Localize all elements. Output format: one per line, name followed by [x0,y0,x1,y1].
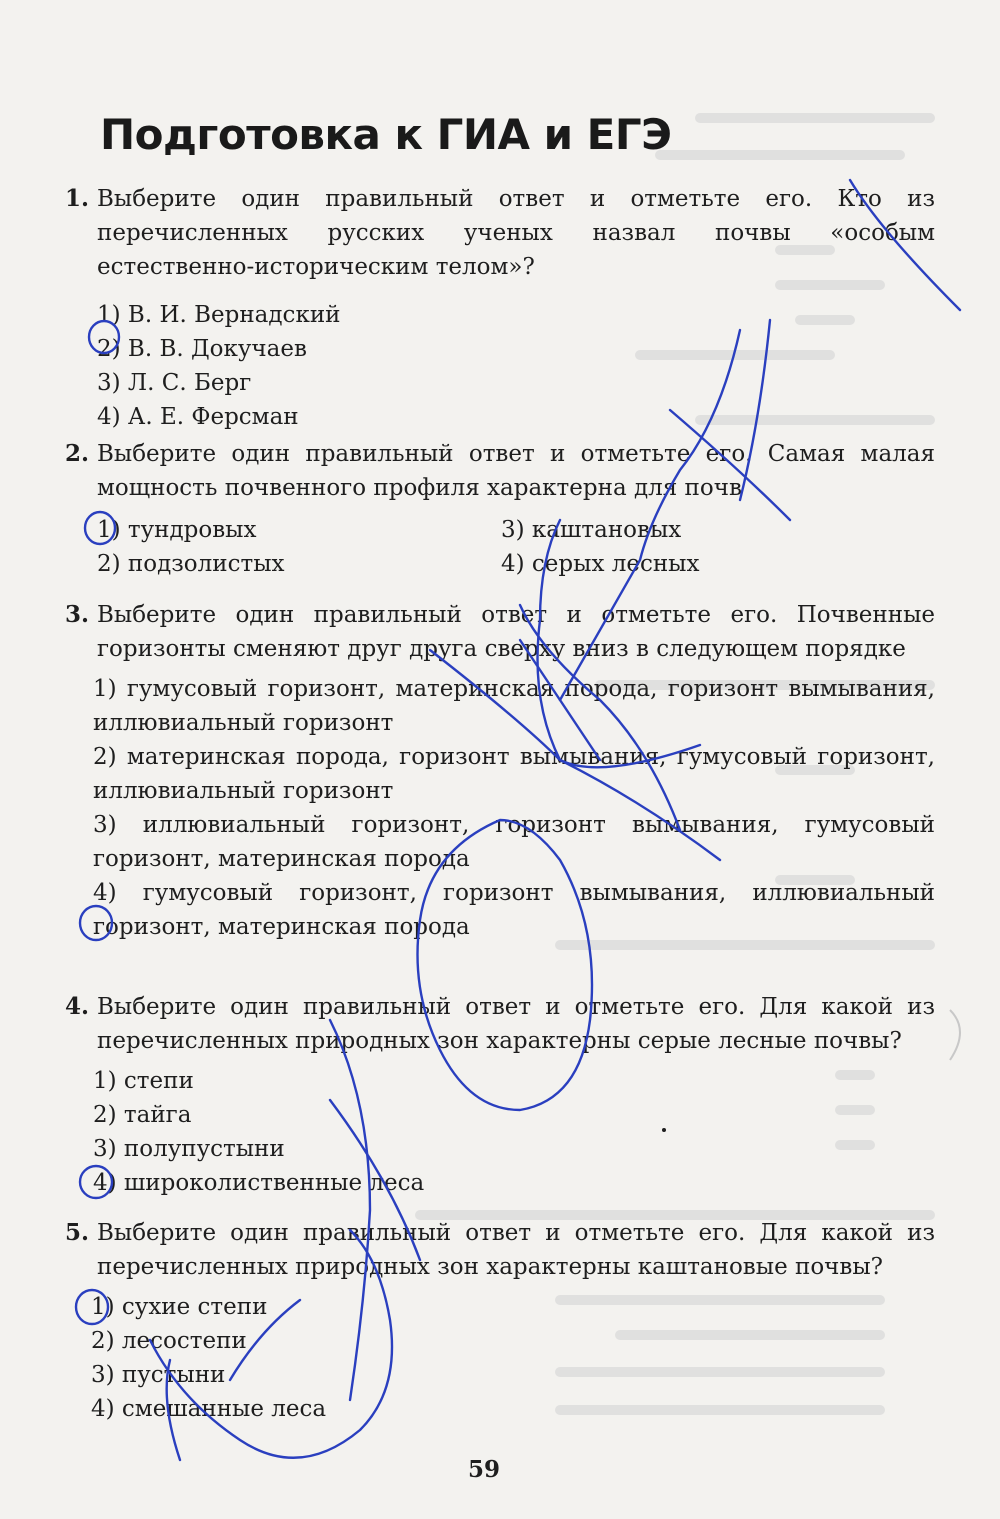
answer-option[interactable]: 1) степи [93,1068,194,1094]
question-1 [55,182,935,434]
question-text: Выберите один правильный ответ и отметьте его. Для какой из перечисленных природных зон характерны каштановые почвы? [97,1220,935,1280]
answer-option[interactable]: 3) иллювиальный горизонт, горизонт вымывания, гумусовый горизонт, материнская порода [93,812,935,872]
answer-option[interactable]: 2) В. В. Докучаев [97,336,307,362]
question-text: Выберите один правильный ответ и отметьте его. Кто из перечисленных русских ученых назвал почвы «особым естественно-историческим телом»? [97,186,935,280]
answer-option[interactable]: 2) материнская порода, горизонт вымывания, гумусовый горизонт, иллювиальный горизонт [93,744,935,804]
question-number: 4. [64,993,89,1020]
answer-option[interactable]: 1) тундровых [97,517,257,543]
question-number: 3. [64,601,89,628]
question-text: Выберите один правильный ответ и отметьте его. Для какой из перечисленных природных зон характерны серые лесные почвы? [97,994,935,1054]
question-5 [55,1216,935,1426]
question-text: Выберите один правильный ответ и отметьте его. Самая малая мощность почвенного профиля характерна для почв [97,441,935,501]
question-3 [55,598,935,944]
answer-option[interactable]: 3) пустыни [91,1362,226,1388]
page-number: 59 [468,1456,501,1483]
answer-option[interactable]: 3) полупустыни [93,1136,285,1162]
answer-option[interactable]: 4) серых лесных [501,551,700,577]
answer-option[interactable]: 1) В. И. Вернадский [97,302,341,328]
answer-option[interactable]: 3) Л. С. Берг [97,370,252,396]
answer-option[interactable]: 2) лесостепи [91,1328,247,1354]
question-number: 1. [64,185,89,212]
question-number: 5. [64,1219,89,1246]
answer-option[interactable]: 4) гумусовый горизонт, горизонт вымывания, иллювиальный горизонт, материнская порода [93,880,935,940]
question-number: 2. [64,440,89,467]
answer-option[interactable]: 4) широколиственные леса [93,1170,425,1196]
answer-option[interactable]: 2) подзолистых [97,551,285,577]
answer-option[interactable]: 4) смешанные леса [91,1396,327,1422]
page-title: Подготовка к ГИА и ЕГЭ [100,110,672,159]
answer-option[interactable]: 1) гумусовый горизонт, материнская порода, горизонт вымывания, иллювиальный горизонт [93,676,935,736]
answer-option[interactable]: 3) каштановых [501,517,682,543]
answer-option[interactable]: 4) А. Е. Ферсман [97,404,299,430]
question-2 [55,437,935,581]
question-4 [55,990,935,1200]
answer-option[interactable]: 1) сухие степи [91,1294,268,1320]
answer-option[interactable]: 2) тайга [93,1102,192,1128]
question-text: Выберите один правильный ответ и отметьте его. Почвенные горизонты сменяют друг друга сверху вниз в следующем порядке [97,602,935,662]
